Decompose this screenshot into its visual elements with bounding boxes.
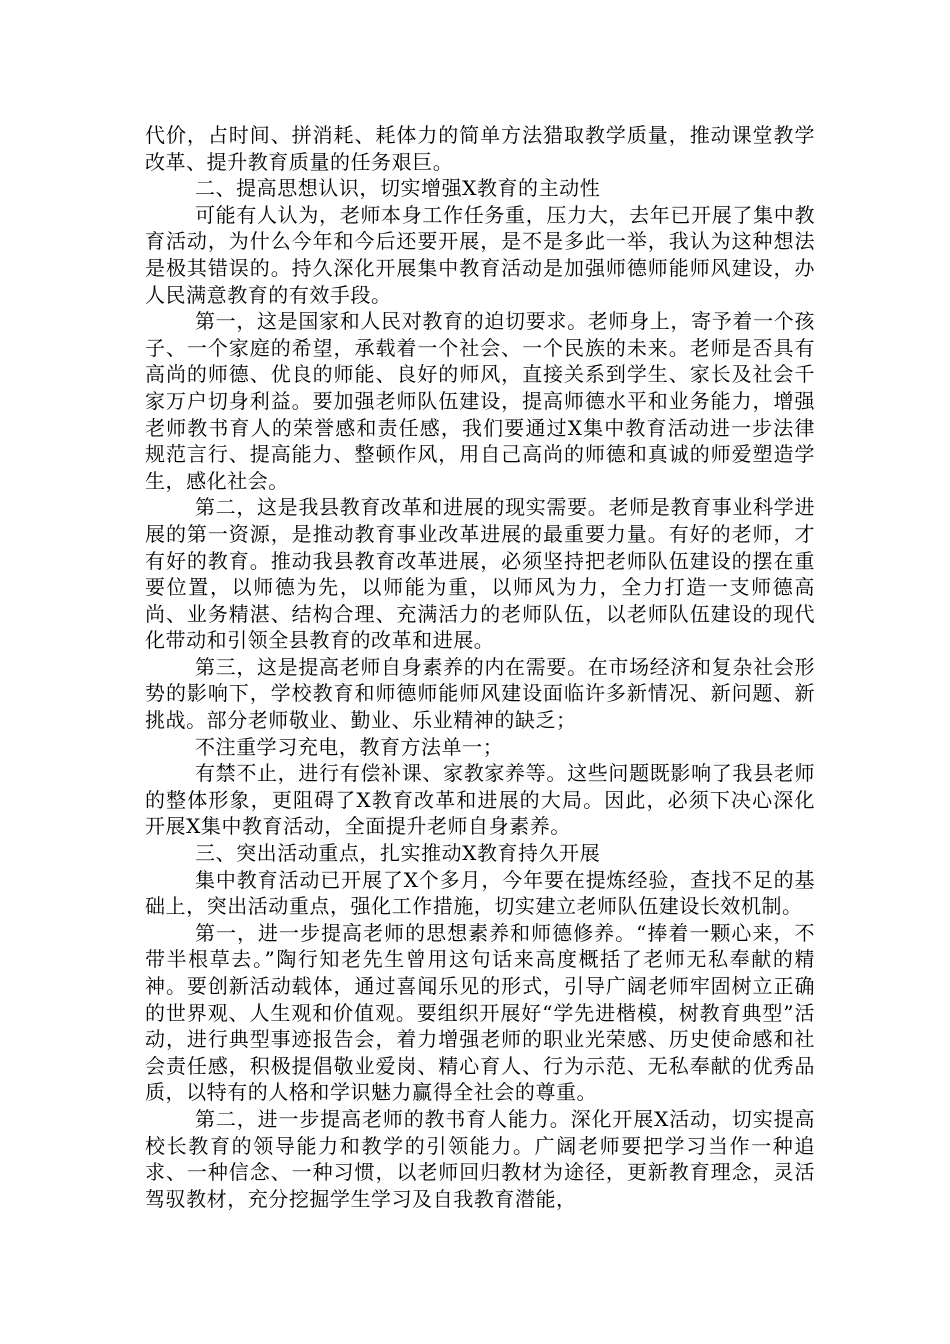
paragraph: 第二，这是我县教育改革和进展的现实需要。老师是教育事业科学进展的第一资源，是推动教育事业改革进展的最重要力量。有好的老师，才有好的教育。推动我县教育改革进展，必须坚持把老师队伍建设的摆在重要位置，以师德为先，以师能为重，以师风为力，全力打造一支师德高尚、业务精湛、结构合理、充满活力的老师队伍，以老师队伍建设的现代化带动和引领全县教育的改革和进展。	[145, 495, 815, 653]
paragraph: 第二，进一步提高老师的教书育人能力。深化开展X活动，切实提高校长教育的领导能力和教学的引领能力。广阔老师要把学习当作一种追求、一种信念、一种习惯，以老师回归教材为途径，更新教育理念，灵活驾驭教材，充分挖掘学生学习及自我教育潜能，	[145, 1106, 815, 1211]
paragraph: 第一，进一步提高老师的思想素养和师德修养。“捧着一颗心来，不带半根草去。”陶行知老先生曾用这句话来高度概括了老师无私奉献的精神。要创新活动载体，通过喜闻乐见的形式，引导广阔老师牢固树立正确的世界观、人生观和价值观。要组织开展好“学先进楷模，树教育典型”活动，进行典型事迹报告会，着力增强老师的职业光荣感、历史使命感和社会责任感，积极提倡敬业爱岗、精心育人、行为示范、无私奉献的优秀品质，以特有的人格和学识魅力赢得全社会的尊重。	[145, 920, 815, 1105]
paragraph: 第一，这是国家和人民对教育的迫切要求。老师身上，寄予着一个孩子、一个家庭的希望，承载着一个社会、一个民族的未来。老师是否具有高尚的师德、优良的师能、良好的师风，直接关系到学生、家长及社会千家万户切身利益。要加强老师队伍建设，提高师德水平和业务能力，增强老师教书育人的荣誉感和责任感，我们要通过X集中教育活动进一步法律规范言行、提高能力、整顿作风，用自己高尚的师德和真诚的师爱塑造学生，感化社会。	[145, 309, 815, 493]
section-heading-3: 三、突出活动重点，扎实推动X教育持久开展	[195, 841, 601, 866]
paragraph: 可能有人认为，老师本身工作任务重，压力大，去年已开展了集中教育活动，为什么今年和今后还要开展，是不是多此一举，我认为这种想法是极其错误的。持久深化开展集中教育活动是加强师德师能师风建设，办人民满意教育的有效手段。	[145, 202, 815, 307]
paragraph-continuation: 代价，占时间、拼消耗、耗体力的简单方法猎取教学质量，推动课堂教学改革、提升教育质量的任务艰巨。	[145, 123, 815, 174]
paragraph: 不注重学习充电，教育方法单一；	[195, 734, 504, 759]
paragraph: 第三，这是提高老师自身素养的内在需要。在市场经济和复杂社会形势的影响下，学校教育和师德师能师风建设面临许多新情况、新问题、新挑战。部分老师敬业、勤业、乐业精神的缺乏；	[145, 654, 815, 733]
document-body	[145, 122, 815, 1212]
paragraph: 有禁不止，进行有偿补课、家教家养等。这些问题既影响了我县老师的整体形象，更阻碍了X教育改革和进展的大局。因此，必须下决心深化开展X集中教育活动，全面提升老师自身素养。	[145, 761, 815, 839]
paragraph: 集中教育活动已开展了X个多月，今年要在提炼经验，查找不足的基础上，突出活动重点，强化工作措施，切实建立老师队伍建设长效机制。	[145, 867, 815, 919]
section-heading-2: 二、提高思想认识，切实增强X教育的主动性	[195, 176, 601, 201]
